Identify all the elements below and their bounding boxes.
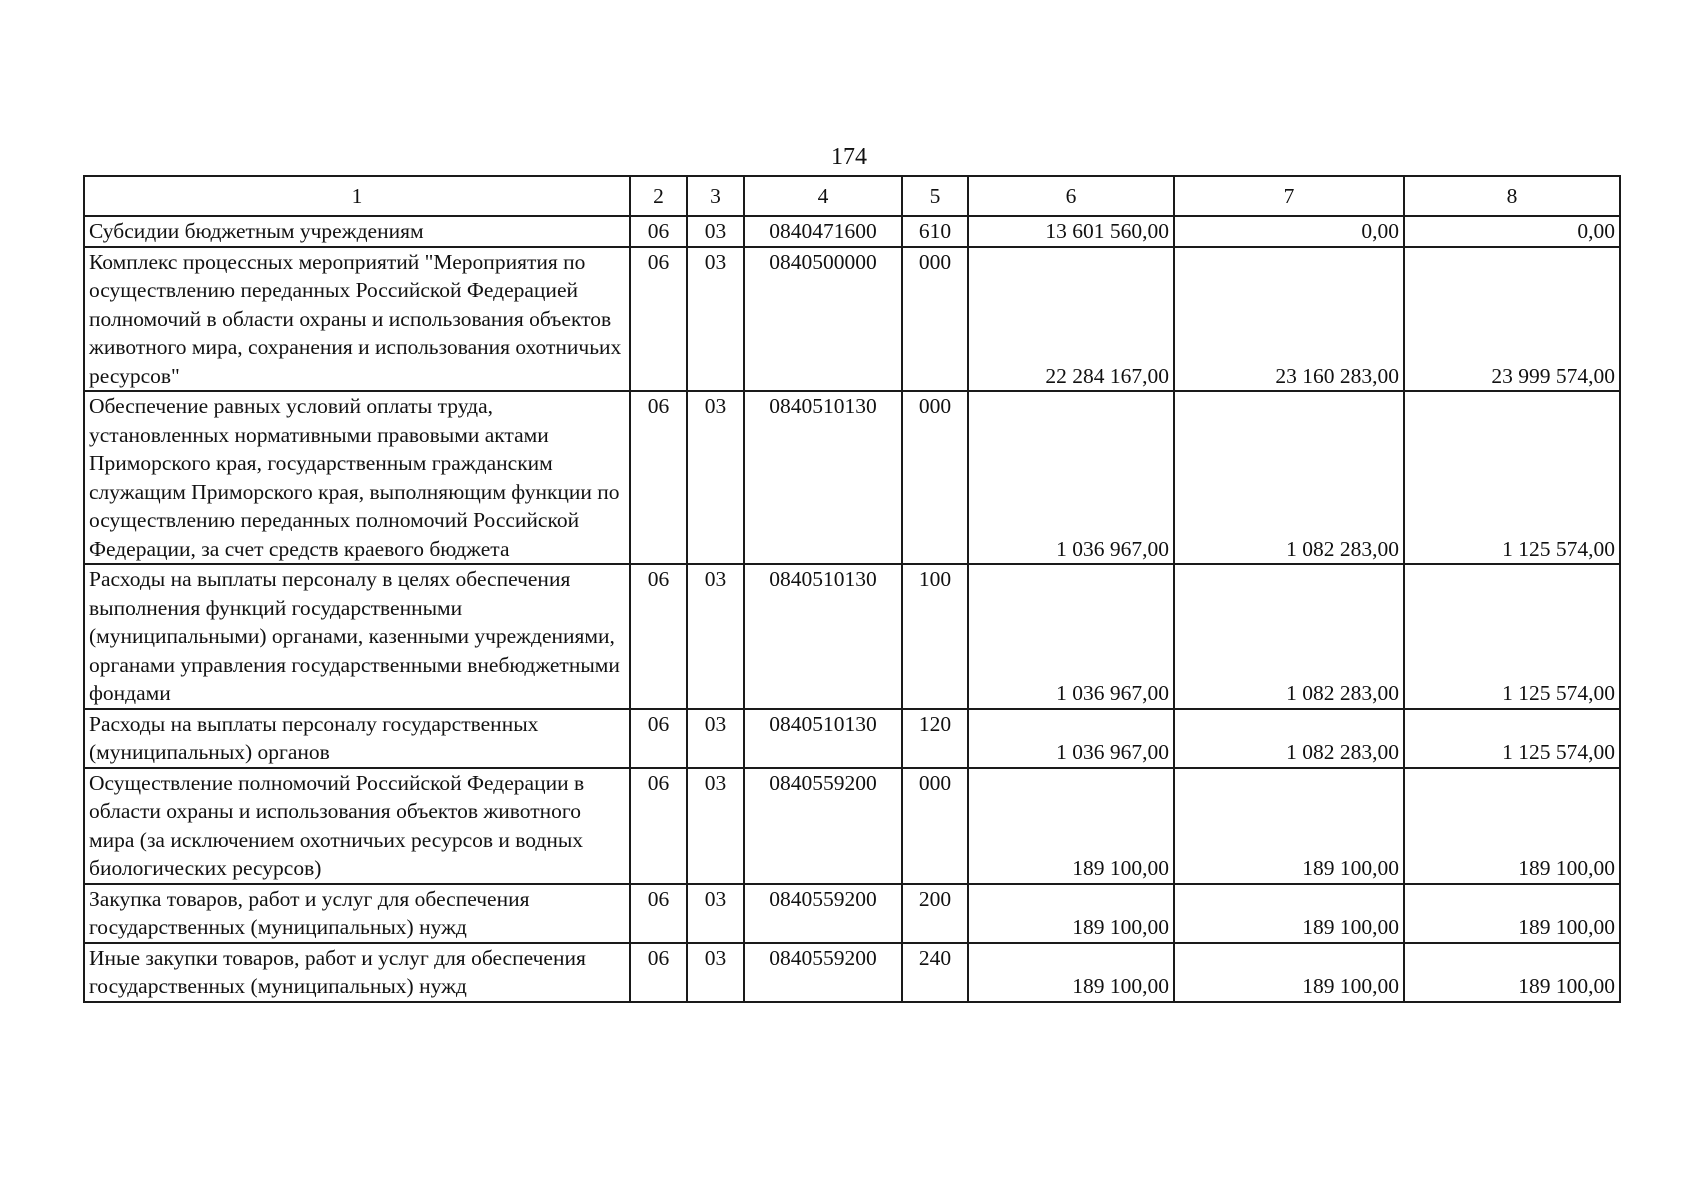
amount-column-6: 1 036 967,00	[968, 391, 1174, 564]
amount-column-6: 189 100,00	[968, 943, 1174, 1002]
expense-type-code: 240	[902, 943, 968, 1002]
column-number-row	[84, 176, 1620, 216]
expense-type-code: 610	[902, 216, 968, 247]
amount-column-8: 1 125 574,00	[1404, 564, 1620, 709]
budget-table	[83, 175, 1621, 1003]
subsection-code: 03	[687, 247, 744, 392]
expense-name: Комплекс процессных мероприятий "Мероприятия по осуществлению переданных Российской Федерацией полномочий в области охраны и использования объектов животного мира, сохранения и использования охотничьих ресурсов"	[84, 247, 630, 392]
amount-column-8: 189 100,00	[1404, 884, 1620, 943]
amount-column-7: 189 100,00	[1174, 768, 1404, 884]
target-article-code: 0840559200	[744, 768, 902, 884]
table-row	[84, 247, 1620, 392]
amount-column-8: 1 125 574,00	[1404, 709, 1620, 768]
amount-column-6: 1 036 967,00	[968, 709, 1174, 768]
amount-column-6: 13 601 560,00	[968, 216, 1174, 247]
expense-name: Расходы на выплаты персоналу в целях обеспечения выполнения функций государственными (муниципальными) органами, казенными учреждениями, органами управления государственными внебюджетными фондами	[84, 564, 630, 709]
amount-column-7: 189 100,00	[1174, 884, 1404, 943]
section-code: 06	[630, 564, 687, 709]
section-code: 06	[630, 247, 687, 392]
expense-name: Расходы на выплаты персоналу государственных (муниципальных) органов	[84, 709, 630, 768]
table-row	[84, 216, 1620, 247]
target-article-code: 0840559200	[744, 943, 902, 1002]
table-row	[84, 709, 1620, 768]
expense-type-code: 000	[902, 768, 968, 884]
amount-column-7: 0,00	[1174, 216, 1404, 247]
section-code: 06	[630, 709, 687, 768]
target-article-code: 0840559200	[744, 884, 902, 943]
subsection-code: 03	[687, 391, 744, 564]
expense-name: Осуществление полномочий Российской Федерации в области охраны и использования объектов животного мира (за исключением охотничьих ресурсов и водных биологических ресурсов)	[84, 768, 630, 884]
amount-column-6: 22 284 167,00	[968, 247, 1174, 392]
table-row	[84, 564, 1620, 709]
amount-column-8: 23 999 574,00	[1404, 247, 1620, 392]
amount-column-8: 189 100,00	[1404, 768, 1620, 884]
amount-column-6: 189 100,00	[968, 768, 1174, 884]
expense-name: Закупка товаров, работ и услуг для обеспечения государственных (муниципальных) нужд	[84, 884, 630, 943]
expense-name: Субсидии бюджетным учреждениям	[84, 216, 630, 247]
target-article-code: 0840471600	[744, 216, 902, 247]
amount-column-6: 189 100,00	[968, 884, 1174, 943]
amount-column-8: 1 125 574,00	[1404, 391, 1620, 564]
column-header-8: 8	[1404, 176, 1620, 216]
amount-column-6: 1 036 967,00	[968, 564, 1174, 709]
column-header-7: 7	[1174, 176, 1404, 216]
target-article-code: 0840510130	[744, 709, 902, 768]
table-row	[84, 391, 1620, 564]
section-code: 06	[630, 884, 687, 943]
column-header-2: 2	[630, 176, 687, 216]
section-code: 06	[630, 391, 687, 564]
subsection-code: 03	[687, 564, 744, 709]
target-article-code: 0840510130	[744, 564, 902, 709]
amount-column-7: 1 082 283,00	[1174, 709, 1404, 768]
table-row	[84, 943, 1620, 1002]
amount-column-7: 23 160 283,00	[1174, 247, 1404, 392]
target-article-code: 0840500000	[744, 247, 902, 392]
amount-column-8: 0,00	[1404, 216, 1620, 247]
column-header-6: 6	[968, 176, 1174, 216]
column-header-3: 3	[687, 176, 744, 216]
table-row	[84, 768, 1620, 884]
subsection-code: 03	[687, 768, 744, 884]
section-code: 06	[630, 943, 687, 1002]
expense-type-code: 000	[902, 391, 968, 564]
expense-name: Иные закупки товаров, работ и услуг для обеспечения государственных (муниципальных) нужд	[84, 943, 630, 1002]
subsection-code: 03	[687, 943, 744, 1002]
page-number: 174	[831, 144, 867, 170]
expense-type-code: 120	[902, 709, 968, 768]
expense-type-code: 200	[902, 884, 968, 943]
amount-column-8: 189 100,00	[1404, 943, 1620, 1002]
column-header-1: 1	[84, 176, 630, 216]
column-header-5: 5	[902, 176, 968, 216]
amount-column-7: 1 082 283,00	[1174, 564, 1404, 709]
column-header-4: 4	[744, 176, 902, 216]
subsection-code: 03	[687, 216, 744, 247]
subsection-code: 03	[687, 884, 744, 943]
amount-column-7: 1 082 283,00	[1174, 391, 1404, 564]
section-code: 06	[630, 216, 687, 247]
expense-type-code: 100	[902, 564, 968, 709]
expense-name: Обеспечение равных условий оплаты труда, установленных нормативными правовыми актами Приморского края, государственным гражданским служащим Приморского края, выполняющим функции по осуществлению переданных полномочий Российской Федерации, за счет средств краевого бюджета	[84, 391, 630, 564]
subsection-code: 03	[687, 709, 744, 768]
section-code: 06	[630, 768, 687, 884]
expense-type-code: 000	[902, 247, 968, 392]
amount-column-7: 189 100,00	[1174, 943, 1404, 1002]
table-row	[84, 884, 1620, 943]
target-article-code: 0840510130	[744, 391, 902, 564]
